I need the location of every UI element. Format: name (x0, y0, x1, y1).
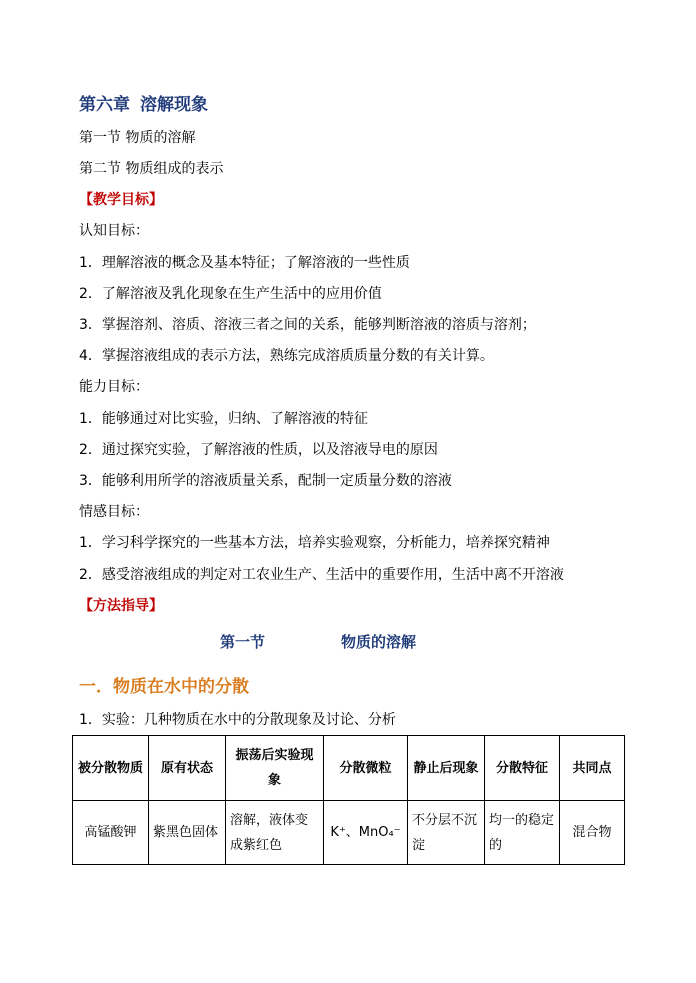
table-cell: 紫黑色固体 (149, 801, 226, 865)
table-cell: 不分层不沉淀 (408, 801, 485, 865)
section-title-name: 物质的溶解 (341, 633, 417, 651)
ability-goal-item: 2．通过探究实验，了解溶液的性质，以及溶液导电的原因 (79, 442, 438, 458)
table-header-row (73, 736, 625, 801)
teaching-goals-heading: 【教学目标】 (79, 192, 163, 208)
header-cell: 原有状态 (149, 736, 226, 801)
table-cell: K⁺、MnO₄⁻ (324, 801, 408, 865)
cognitive-goal-item: 1．理解溶液的概念及基本特征；了解溶液的一些性质 (79, 255, 410, 271)
chapter-number: 第六章 (79, 95, 130, 115)
header-cell: 分散特征 (485, 736, 560, 801)
header-cell: 静止后现象 (408, 736, 485, 801)
table-cell: 高锰酸钾 (73, 801, 149, 865)
chapter-name: 溶解现象 (140, 95, 208, 115)
experiment-intro: 1．实验：几种物质在水中的分散现象及讨论、分析 (79, 712, 396, 728)
cognitive-goals-label: 认知目标： (79, 223, 149, 239)
table-cell: 均一的稳定的 (485, 801, 560, 865)
subsection-heading: 一．物质在水中的分散 (79, 677, 249, 697)
emotion-goal-item: 1．学习科学探究的一些基本方法，培养实验观察，分析能力，培养探究精神 (79, 535, 550, 551)
cognitive-goal-item: 2．了解溶液及乳化现象在生产生活中的应用价值 (79, 286, 382, 302)
header-cell: 分散微粒 (324, 736, 408, 801)
table-cell: 溶解，液体变成紫红色 (226, 801, 324, 865)
section-title-number: 第一节 (220, 633, 266, 651)
chapter-title (79, 90, 208, 115)
header-cell: 被分散物质 (73, 736, 149, 801)
header-cell: 振荡后实验现象 (226, 736, 324, 801)
table-row (73, 801, 625, 865)
header-cell: 共同点 (560, 736, 625, 801)
section-line-2: 第二节 物质组成的表示 (79, 161, 224, 177)
emotion-goals-label: 情感目标： (79, 504, 149, 520)
table-cell: 混合物 (560, 801, 625, 865)
cognitive-goal-item: 4．掌握溶液组成的表示方法，熟练完成溶质质量分数的有关计算。 (79, 348, 494, 364)
cognitive-goal-item: 3．掌握溶剂、溶质、溶液三者之间的关系，能够判断溶液的溶质与溶剂； (79, 317, 536, 333)
method-heading: 【方法指导】 (79, 598, 163, 614)
ability-goal-item: 1．能够通过对比实验，归纳、了解溶液的特征 (79, 411, 368, 427)
experiment-table (72, 735, 625, 865)
emotion-goal-item: 2．感受溶液组成的判定对工农业生产、生活中的重要作用，生活中离不开溶液 (79, 567, 564, 583)
ability-goals-label: 能力目标： (79, 379, 149, 395)
section-line-1: 第一节 物质的溶解 (79, 130, 196, 146)
ability-goal-item: 3．能够利用所学的溶液质量关系，配制一定质量分数的溶液 (79, 473, 452, 489)
